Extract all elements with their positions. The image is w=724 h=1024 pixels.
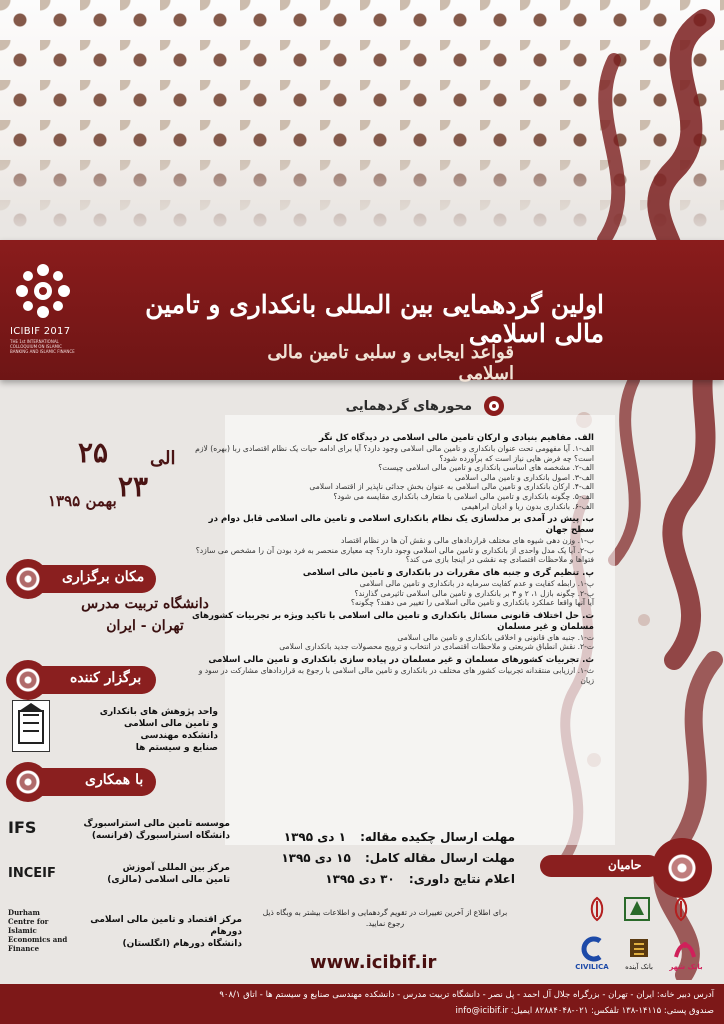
venue-text bbox=[75, 593, 215, 637]
icibif-logo-icon bbox=[10, 258, 76, 324]
university-seal-icon bbox=[622, 895, 652, 923]
logo-label: ICIBIF 2017 bbox=[10, 326, 71, 337]
ayandeh-bank-label: بانک آینده bbox=[625, 963, 653, 971]
topic-item: ت-۲. نقش انطباق شریعتی و ملاحظات اقتصادی در انتخاب و ترویج محصولات جدید بانکداری اسلامی bbox=[279, 642, 594, 652]
ayandeh-bank-logo-icon bbox=[624, 935, 654, 963]
update-notice: برای اطلاع از آخرین تغییرات در تقویم گردهمایی و اطلاعات بیشتر به وبگاه ذیل رجوع نمایید. bbox=[262, 908, 508, 928]
organizer-line: و تامین مالی اسلامی bbox=[124, 719, 218, 729]
topic-item: پ-۱. رابطه کفایت و عدم کفایت سرمایه در بانکداری و تامین مالی اسلامی bbox=[359, 578, 594, 588]
rosette-icon bbox=[8, 559, 48, 599]
topic-heading: ت. حل اختلاف قانونی مسائل بانکداری و تامین مالی اسلامی با تاکید ویژه بر تجربیات کشورهای مسلمان و غیر مسلمان bbox=[192, 610, 594, 632]
iran-emblem-icon bbox=[666, 895, 696, 923]
shahr-bank-logo-icon bbox=[670, 935, 700, 963]
website-link[interactable]: www.icibif.ir bbox=[310, 952, 437, 973]
partner-line: موسسه تامین مالی استراسبورگ bbox=[83, 819, 230, 829]
ifs-logo: IFS bbox=[8, 818, 37, 837]
topic-heading: ب. پیش در آمدی بر مدلسازی یک نظام بانکداری اسلامی و تامین مالی اسلامی قابل دوام در سطح جهان bbox=[208, 514, 594, 536]
partner-ifs bbox=[80, 818, 230, 842]
sponsors-badge bbox=[540, 855, 660, 877]
rosette-icon bbox=[8, 762, 48, 802]
date-day-to: ۲۳ bbox=[118, 470, 149, 503]
venue-line: دانشگاه تربیت مدرس bbox=[81, 596, 209, 612]
deadlines bbox=[250, 827, 515, 890]
organizer-label: برگزار کننده bbox=[70, 670, 142, 686]
deadline-value: ۳۰ دی ۱۳۹۵ bbox=[325, 872, 395, 886]
rosette-icon bbox=[483, 395, 505, 417]
topic-item: الف-۴. ارکان بانکداری و تامین مالی اسلامی به عنوان بخش جدائی ناپذیر از اقتصاد اسلامی bbox=[309, 482, 594, 492]
deadline-row bbox=[250, 869, 515, 890]
partner-inceif bbox=[80, 862, 230, 886]
topic-item: ث-۱. ارزیابی منتقدانه تجربیات کشور های مختلف در بانکداری و تامین مالی اسلامی با رجوع به قراردادهای مشارکت در سود و زیان bbox=[198, 665, 594, 685]
topic-item: الف-۱. آیا مفهومی تحت عنوان بانکداری و تامین مالی اسلامی وجود دارد؟ آیا برای ادامه حیات یک نظام اقتصادی ربا (بهره) لازم است؟ چه فرض هایی نیاز است که برآورده شود؟ bbox=[195, 444, 594, 463]
rosette-icon bbox=[652, 838, 712, 898]
civilica-label: CIVILICA bbox=[575, 963, 609, 971]
topic-item: ت-۱. جنبه های قانونی و اخلاقی بانکداری و تامین مالی اسلامی bbox=[397, 632, 594, 642]
deadline-value: ۱۵ دی ۱۳۹۵ bbox=[281, 851, 351, 865]
deadline-row bbox=[250, 848, 515, 869]
partner-line: دانشگاه دورهام (انگلستان) bbox=[122, 939, 242, 949]
inceif-logo: INCEIF bbox=[8, 866, 56, 881]
topic-item: الف-۶. بانکداری بدون ربا و ادیان ابراهیمی bbox=[461, 501, 594, 511]
topics-title: محورهای گردهمایی bbox=[345, 399, 472, 414]
university-logo-icon bbox=[12, 700, 50, 752]
durham-logo: Durham Centre for Islamic Economics and Finance bbox=[8, 908, 68, 953]
venue-line: تهران - ایران bbox=[106, 618, 184, 634]
topic-item: الف-۳. اصول بانکداری و تامین مالی اسلامی bbox=[454, 472, 594, 482]
topic-item: الف-۲. مشخصه های اساسی بانکداری و تامین مالی اسلامی چیست؟ bbox=[378, 463, 594, 473]
topics-list bbox=[184, 430, 594, 685]
topic-heading: پ. تنظیم گری و جنبه های مقررات در بانکداری و تامین مالی اسلامی bbox=[302, 567, 594, 578]
iran-emblem-icon bbox=[582, 895, 612, 923]
deadline-label: اعلام نتایج داوری: bbox=[408, 872, 515, 886]
topic-item: ب-۱. وزن دهی شیوه های مختلف قراردادهای مالی و نقش آن ها در نظام اقتصاد bbox=[340, 536, 594, 546]
logo-subtitle: THE 1st INTERNATIONAL COLLOQUIUM ON ISLAMIC BANKING AND ISLAMIC FINANCE bbox=[10, 339, 75, 354]
organizer-line: صنایع و سیستم ها bbox=[135, 743, 218, 753]
partner-line: مرکز بین المللی آموزش bbox=[122, 863, 230, 873]
conference-title: اولین گردهمایی بین المللی بانکداری و تامین مالی اسلامی bbox=[145, 290, 604, 348]
deadline-value: ۱ دی ۱۳۹۵ bbox=[283, 830, 346, 844]
rosette-icon bbox=[8, 660, 48, 700]
conference-subtitle: قواعد ایجابی و سلبی تامین مالی اسلامی bbox=[267, 342, 514, 384]
organizer-line: واحد پژوهش های بانکداری bbox=[99, 707, 218, 717]
deadline-label: مهلت ارسال مقاله کامل: bbox=[364, 851, 515, 865]
partner-line: دانشگاه استراسبورگ (فرانسه) bbox=[91, 831, 230, 841]
venue-label: مکان برگزاری bbox=[62, 569, 145, 585]
partner-durham bbox=[70, 914, 242, 950]
date-day-from: ۲۵ bbox=[78, 436, 109, 469]
deadline-row bbox=[250, 827, 515, 848]
date-month-year: بهمن ۱۳۹۵ bbox=[48, 492, 117, 510]
deadline-label: مهلت ارسال چکیده مقاله: bbox=[360, 830, 515, 844]
sponsors-label: حامیان bbox=[608, 858, 642, 872]
organizer-text bbox=[68, 706, 218, 754]
footer-contact: صندوق پستی: ۱۴۱۱۵-۱۳۸ تلفکس: ۰۲۱-۸۲۸۸۴۰۴۸ ایمیل: info@icibif.ir bbox=[455, 1006, 714, 1016]
topic-heading: ث. تجربیات کشورهای مسلمان و غیر مسلمان در پیاده سازی بانکداری و تامین مالی اسلامی bbox=[208, 654, 594, 665]
date-connector: الی bbox=[150, 448, 176, 469]
civilica-logo-icon bbox=[578, 935, 608, 963]
organizer-line: دانشکده مهندسی bbox=[140, 731, 218, 741]
topic-item: آیا آنها واقعا عملکرد بانکداری و تامین مالی اسلامی را تغییر می دهند؟ چگونه؟ bbox=[350, 598, 594, 608]
topic-item: ب-۲. آیا یک مدل واحدی از بانکداری و تامین مالی اسلامی وجود دارد؟ چه معیاری منحصر به فرد بودن آن را مشخص می سازد؟ فتواها و ملاحظات اقتصادی چه نقشی در اینجا بازی می کند؟ bbox=[195, 545, 594, 565]
partner-line: تامین مالی اسلامی (مالزی) bbox=[107, 875, 230, 885]
partner-line: مرکز اقتصاد و تامین مالی اسلامی دورهام bbox=[90, 915, 242, 937]
footer-address: آدرس دبیر خانه: ایران - تهران - بزرگراه جلال آل احمد - پل نصر - دانشگاه تربیت مدرس - دانشکده مهندسی صنایع و سیستم ها - اتاق ۹۰۸/۱ bbox=[219, 990, 714, 1000]
topic-item: پ-۲. چگونه بازل ۱، ۲ و ۳ بر بانکداری و تامین مالی اسلامی تاثیرمی گذارند؟ bbox=[354, 588, 594, 598]
topic-heading: الف. مفاهیم بنیادی و ارکان تامین مالی اسلامی در دیدگاه کل نگر bbox=[319, 433, 594, 443]
topic-item: الف-۵. چگونه بانکداری و تامین مالی اسلامی با متعارف بانکداری مقایسه می شود؟ bbox=[333, 491, 594, 501]
shahr-bank-label: بانک شهر bbox=[669, 963, 703, 971]
partners-label: با همکاری bbox=[85, 772, 144, 788]
